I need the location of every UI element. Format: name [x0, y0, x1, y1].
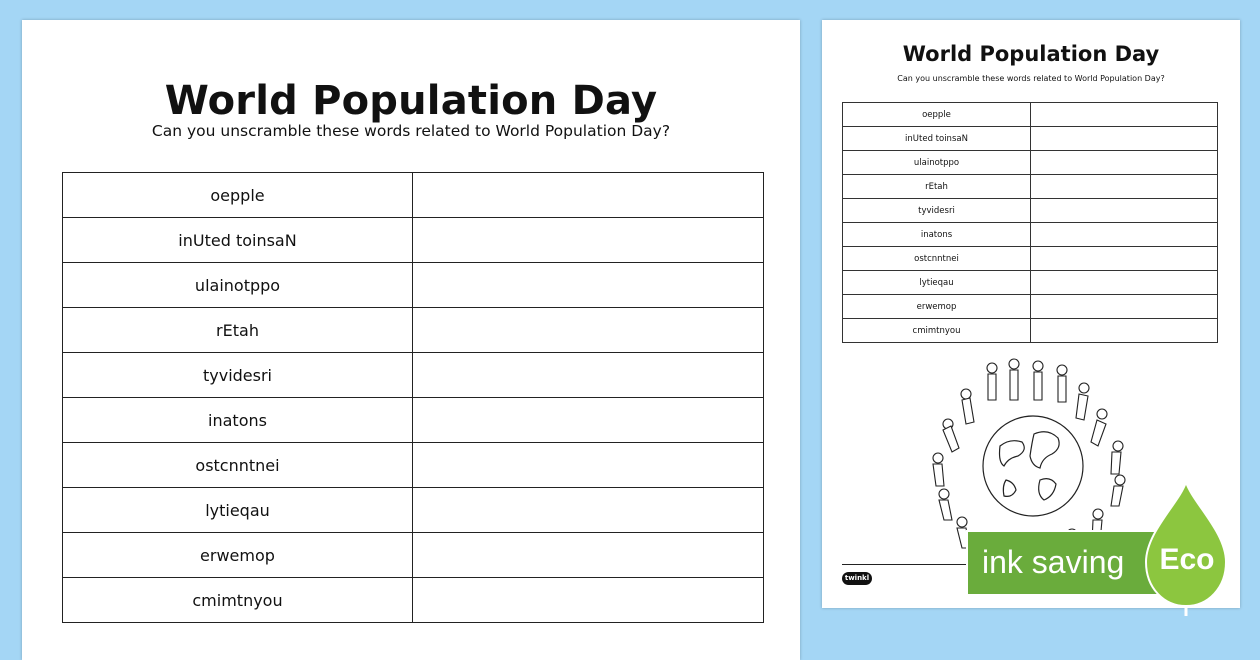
- answer-cell[interactable]: [413, 308, 764, 353]
- scrambled-word: tyvidesri: [63, 353, 413, 398]
- table-row: [63, 578, 764, 623]
- table-row: [63, 263, 764, 308]
- globe-icon: [983, 416, 1083, 516]
- scrambled-word: ostcnntnei: [63, 443, 413, 488]
- answer-cell: [1031, 103, 1218, 127]
- table-row: [63, 398, 764, 443]
- answer-cell[interactable]: [413, 173, 764, 218]
- answer-cell: [1031, 127, 1218, 151]
- table-row: [843, 175, 1218, 199]
- answer-cell: [1031, 151, 1218, 175]
- preview-instructions: Can you unscramble these words related to World Population Day?: [897, 74, 1165, 83]
- table-row: [63, 173, 764, 218]
- scrambled-word: cmimtnyou: [843, 319, 1031, 343]
- answer-cell: [1031, 199, 1218, 223]
- table-row: [63, 308, 764, 353]
- scrambled-word: inUted toinsaN: [843, 127, 1031, 151]
- scrambled-word: inUted toinsaN: [63, 218, 413, 263]
- table-row: [843, 247, 1218, 271]
- answer-cell[interactable]: [413, 443, 764, 488]
- globe-people-illustration: [922, 354, 1144, 554]
- answer-cell[interactable]: [413, 218, 764, 263]
- scrambled-word: inatons: [843, 223, 1031, 247]
- worksheet-title: World Population Day: [164, 78, 658, 124]
- table-row: [843, 319, 1218, 343]
- scrambled-word: inatons: [63, 398, 413, 443]
- answer-cell[interactable]: [413, 263, 764, 308]
- answer-cell: [1031, 175, 1218, 199]
- table-row: [63, 353, 764, 398]
- scrambled-word: rEtah: [63, 308, 413, 353]
- scrambled-word: lytieqau: [843, 271, 1031, 295]
- table-row: [843, 295, 1218, 319]
- answer-cell[interactable]: [413, 398, 764, 443]
- scrambled-word: rEtah: [843, 175, 1031, 199]
- preview-word-table: [842, 102, 1218, 343]
- preview-title: World Population Day: [902, 42, 1160, 66]
- table-row: [843, 199, 1218, 223]
- table-row: [63, 533, 764, 578]
- answer-cell: [1031, 223, 1218, 247]
- ink-saving-label: ink saving: [982, 544, 1125, 580]
- twinkl-logo: twinkl: [842, 572, 872, 585]
- scrambled-word: erwemop: [63, 533, 413, 578]
- table-row: [843, 223, 1218, 247]
- scrambled-word: erwemop: [843, 295, 1031, 319]
- answer-cell: [1031, 319, 1218, 343]
- scrambled-word: lytieqau: [63, 488, 413, 533]
- answer-cell: [1031, 247, 1218, 271]
- scrambled-word: ulainotppo: [843, 151, 1031, 175]
- scrambled-word: oepple: [843, 103, 1031, 127]
- eco-label: Eco: [1159, 543, 1215, 576]
- answer-cell[interactable]: [413, 533, 764, 578]
- answer-cell[interactable]: [413, 353, 764, 398]
- word-table: [62, 172, 764, 623]
- scrambled-word: cmimtnyou: [63, 578, 413, 623]
- worksheet-instructions: Can you unscramble these words related to World Population Day?: [151, 122, 671, 140]
- table-row: [843, 103, 1218, 127]
- answer-cell: [1031, 271, 1218, 295]
- table-row: [843, 151, 1218, 175]
- table-row: [63, 488, 764, 533]
- scrambled-word: oepple: [63, 173, 413, 218]
- scrambled-word: ulainotppo: [63, 263, 413, 308]
- answer-cell: [1031, 295, 1218, 319]
- table-row: [63, 218, 764, 263]
- table-row: [843, 127, 1218, 151]
- answer-cell[interactable]: [413, 488, 764, 533]
- table-row: [63, 443, 764, 488]
- scrambled-word: tyvidesri: [843, 199, 1031, 223]
- answer-cell[interactable]: [413, 578, 764, 623]
- worksheet-large: [22, 20, 800, 660]
- scrambled-word: ostcnntnei: [843, 247, 1031, 271]
- table-row: [843, 271, 1218, 295]
